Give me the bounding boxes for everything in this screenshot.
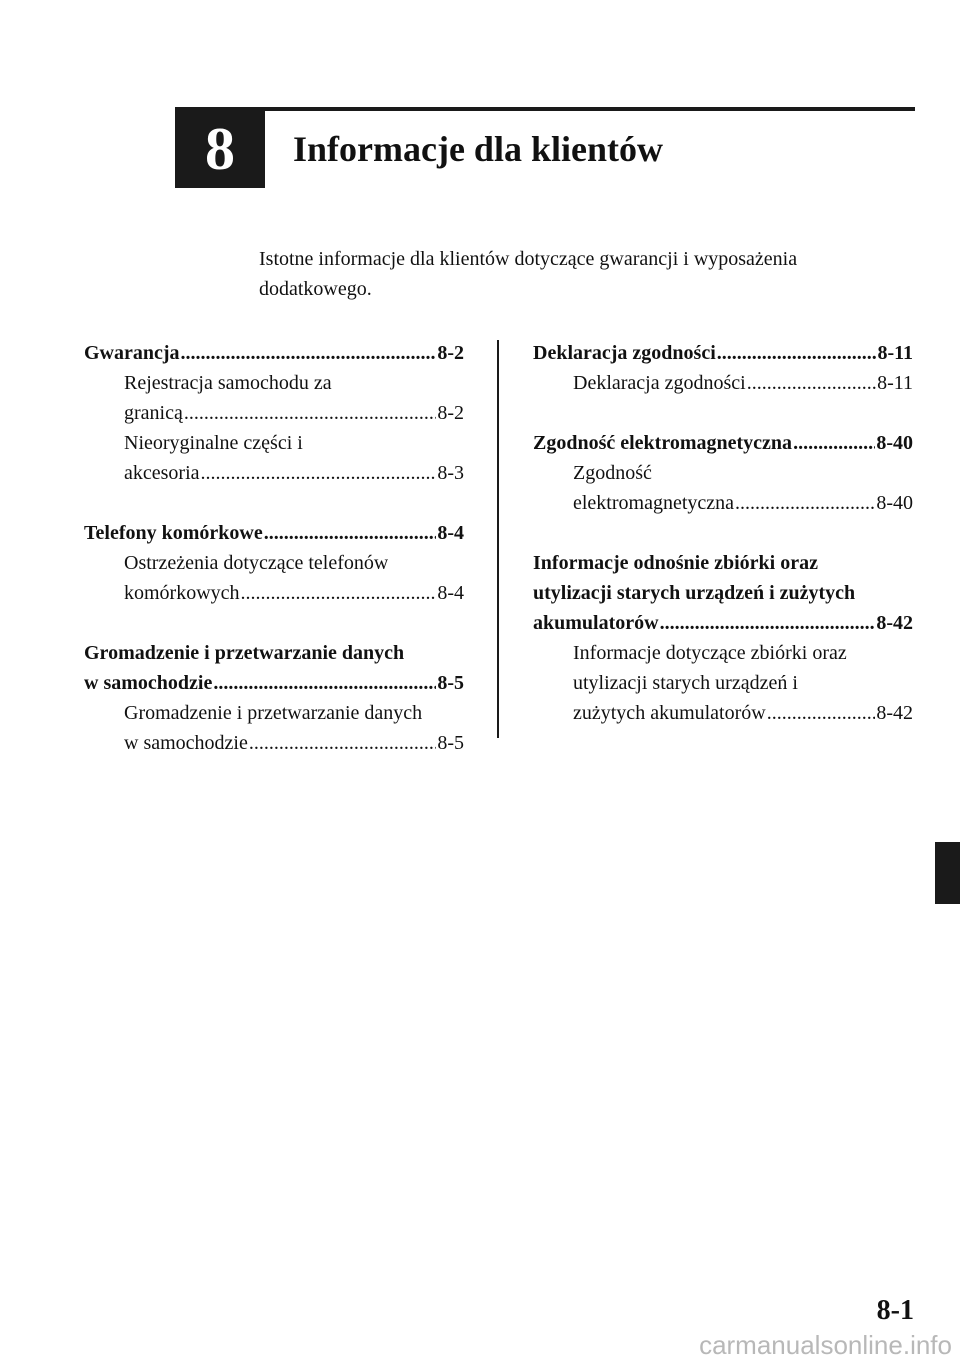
toc-section-utylizacja: [533, 548, 913, 728]
chapter-top-rule: [175, 107, 915, 111]
chapter-tab-marker: [935, 842, 960, 904]
toc-entry-label: Deklaracja zgodności: [533, 342, 716, 364]
toc-left-column: [84, 338, 464, 788]
toc-entry-utylizacja[interactable]: [533, 608, 913, 638]
toc-section-telefony: [84, 518, 464, 608]
toc-leader-dots: [201, 458, 437, 488]
toc-entry-label: granicą: [124, 402, 183, 424]
toc-entry-page: 8-3: [437, 462, 464, 484]
toc-entry-page: 8-42: [876, 612, 913, 634]
toc-entry-label: komórkowych: [124, 582, 240, 604]
toc-entry-label: elektromagnetyczna: [573, 492, 735, 514]
toc-entry-label: Zgodność elektromagnetyczna: [533, 432, 793, 454]
toc-section-zgodnosc: [533, 428, 913, 518]
toc-entry-page: 8-40: [876, 432, 913, 454]
toc-entry-page: 8-4: [437, 522, 464, 544]
toc-subentry-rejestracja-line-1[interactable]: [84, 368, 464, 398]
toc-section-gwarancja: [84, 338, 464, 488]
toc-subentry-ostrzezenia-line-1[interactable]: [84, 548, 464, 578]
toc-entry-zgodnosc[interactable]: [533, 428, 913, 458]
toc-entry-label: akumulatorów: [533, 612, 659, 634]
chapter-title: Informacje dla klientów: [293, 129, 663, 169]
toc-entry-label: Informacje odnośnie zbiórki oraz: [533, 552, 818, 574]
toc-leader-dots: [747, 368, 876, 398]
toc-subentry-deklaracja[interactable]: [533, 368, 913, 398]
toc-entry-page: 8-11: [877, 342, 913, 364]
toc-entry-label: w samochodzie: [84, 672, 213, 694]
watermark: carmanualsonline.info: [699, 1330, 952, 1360]
intro-line-1: Istotne informacje dla klientów dotyczące gwarancji i wyposażenia: [259, 248, 798, 270]
toc-entry-utylizacja-line-2[interactable]: [533, 578, 913, 608]
toc-subentry-utylizacja-line-1[interactable]: [533, 638, 913, 668]
toc-subentry-utylizacja-line-2[interactable]: [533, 668, 913, 698]
toc-right-column: [533, 338, 913, 758]
toc-entry-label: w samochodzie: [124, 732, 248, 754]
toc-section-gromadzenie: [84, 638, 464, 758]
toc-entry-label: Informacje dotyczące zbiórki oraz: [573, 642, 847, 664]
toc-leader-dots: [249, 728, 436, 758]
toc-entry-label: zużytych akumulatorów: [573, 702, 766, 724]
toc-leader-dots: [735, 488, 875, 518]
toc-leader-dots: [181, 338, 437, 368]
toc-leader-dots: [264, 518, 437, 548]
toc-entry-label: utylizacji starych urządzeń i zużytych: [533, 582, 856, 604]
toc-leader-dots: [241, 578, 437, 608]
chapter-number: 8: [205, 116, 235, 182]
chapter-intro: [259, 244, 899, 304]
toc-subentry-zgodnosc-line-1[interactable]: [533, 458, 913, 488]
toc-entry-page: 8-11: [877, 372, 913, 394]
toc-entry-page: 8-2: [437, 402, 464, 424]
intro-line-2: dodatkowego.: [259, 278, 372, 300]
toc-entry-label: Telefony komórkowe: [84, 522, 263, 544]
toc-leader-dots: [717, 338, 877, 368]
toc-entry-utylizacja-line-1[interactable]: [533, 548, 913, 578]
toc-entry-label: akcesoria: [124, 462, 200, 484]
toc-section-deklaracja: [533, 338, 913, 398]
toc-entry-label: utylizacji starych urządzeń i: [573, 672, 798, 694]
toc-subentry-gromadzenie-line-1[interactable]: [84, 698, 464, 728]
toc-entry-gwarancja[interactable]: [84, 338, 464, 368]
toc-subentry-zgodnosc[interactable]: [533, 488, 913, 518]
toc-entry-gromadzenie[interactable]: [84, 668, 464, 698]
toc-entry-page: 8-5: [437, 672, 464, 694]
toc-entry-label: Ostrzeżenia dotyczące telefonów: [124, 552, 389, 574]
chapter-number-badge: [175, 111, 265, 188]
toc-leader-dots: [184, 398, 436, 428]
toc-leader-dots: [767, 698, 876, 728]
toc-entry-label: Gwarancja: [84, 342, 180, 364]
toc-entry-page: 8-42: [876, 702, 913, 724]
toc-entry-label: Zgodność: [573, 462, 652, 484]
toc-leader-dots: [793, 428, 875, 458]
toc-entry-page: 8-2: [437, 342, 464, 364]
toc-entry-gromadzenie-line-1[interactable]: [84, 638, 464, 668]
toc-entry-deklaracja[interactable]: [533, 338, 913, 368]
toc-entry-page: 8-40: [876, 492, 913, 514]
toc-entry-page: 8-4: [437, 582, 464, 604]
toc-subentry-nieoryginalne[interactable]: [84, 458, 464, 488]
toc-subentry-gromadzenie[interactable]: [84, 728, 464, 758]
column-divider: [497, 340, 499, 738]
toc-subentry-rejestracja[interactable]: [84, 398, 464, 428]
toc-entry-label: Gromadzenie i przetwarzanie danych: [124, 702, 423, 724]
toc-leader-dots: [213, 668, 436, 698]
toc-entry-telefony[interactable]: [84, 518, 464, 548]
page-number: 8-1: [876, 1295, 914, 1326]
toc-subentry-ostrzezenia[interactable]: [84, 578, 464, 608]
toc-entry-label: Deklaracja zgodności: [573, 372, 746, 394]
toc-leader-dots: [660, 608, 876, 638]
toc-entry-label: Gromadzenie i przetwarzanie danych: [84, 642, 405, 664]
toc-entry-label: Rejestracja samochodu za: [124, 372, 332, 394]
toc-subentry-utylizacja[interactable]: [533, 698, 913, 728]
toc-entry-label: Nieoryginalne części i: [124, 432, 303, 454]
toc-entry-page: 8-5: [437, 732, 464, 754]
toc-subentry-nieoryginalne-line-1[interactable]: [84, 428, 464, 458]
